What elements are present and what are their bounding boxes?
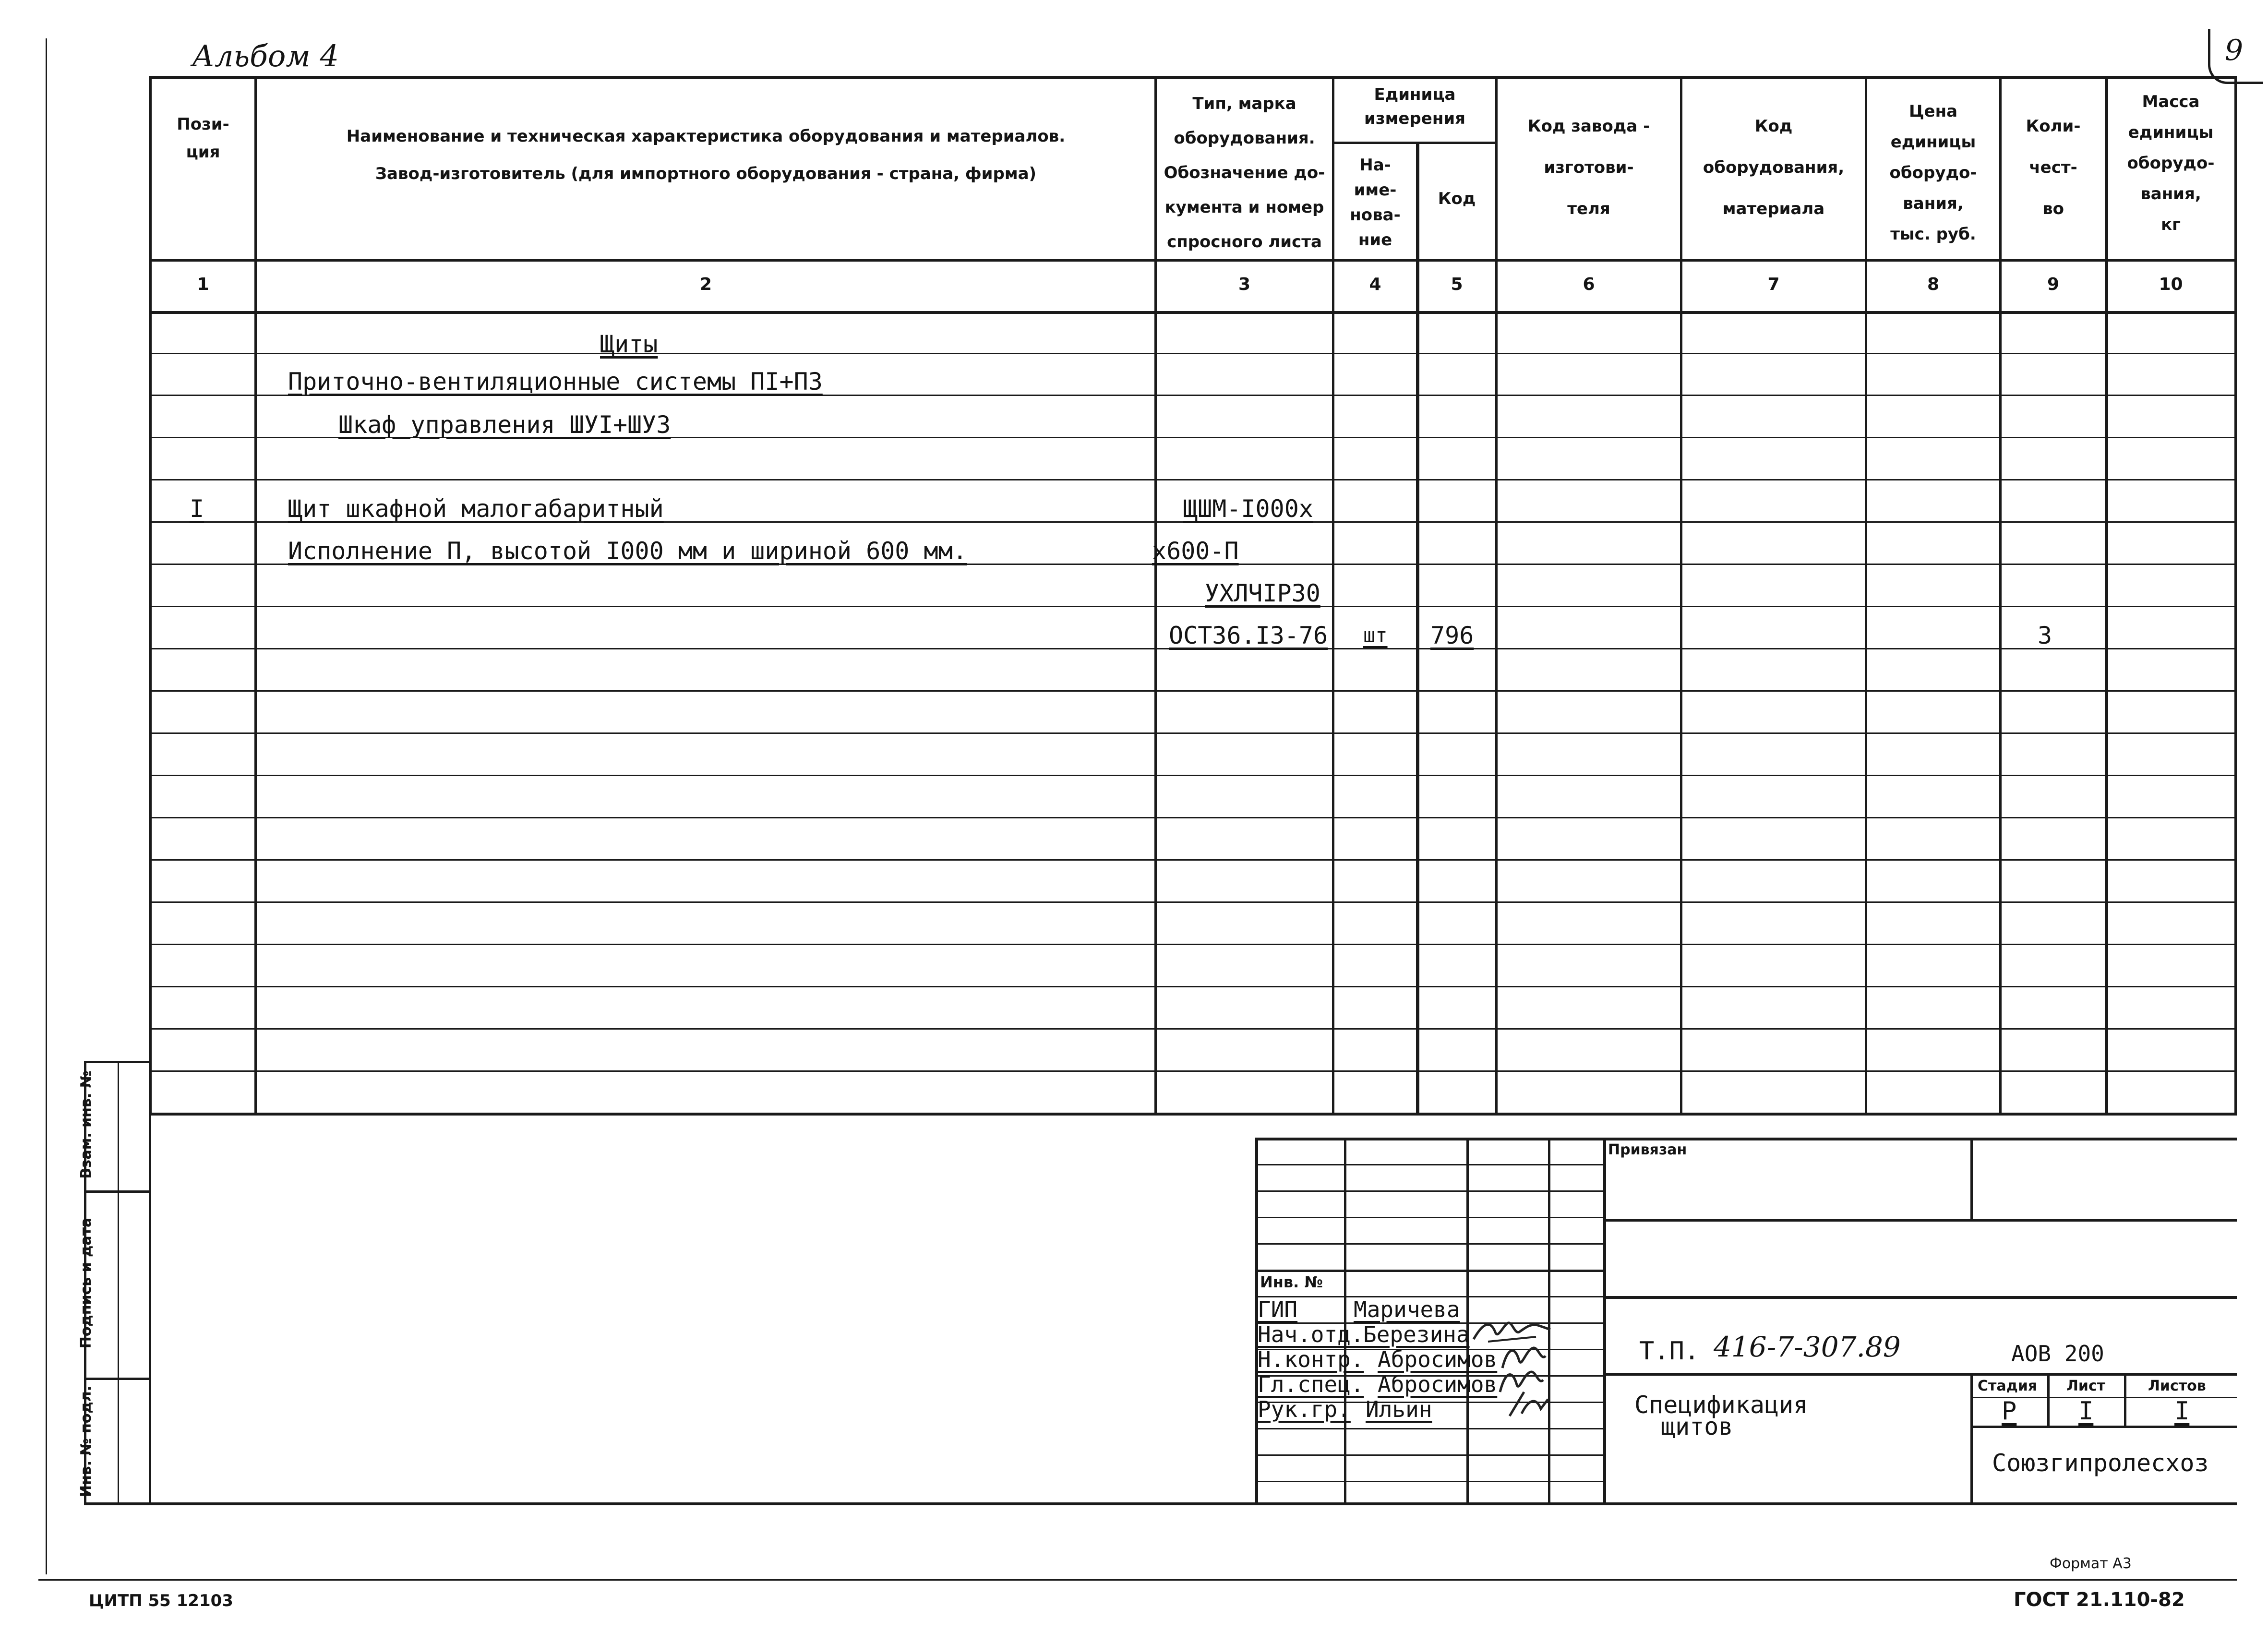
row-item-unit-code: 796 [1430, 622, 1474, 649]
side-vzam-label: Взам. инв. № [78, 1070, 95, 1179]
row-item-quantity: 3 [2038, 622, 2052, 649]
colnum-3: 3 [1238, 275, 1251, 294]
colnum-5: 5 [1451, 275, 1463, 294]
header-name: Наименование и техническая характеристика оборудования и материалов. Завод-изготовитель (для импортного оборудования - страна, фирма) [346, 127, 1066, 183]
footer-format: Формат А3 [2050, 1555, 2132, 1572]
header-equipment-code: Код оборудования, материала [1703, 117, 1845, 218]
staff-role-2: Нач.отд. [1258, 1321, 1364, 1347]
staff-role-3: Н.контр. [1258, 1346, 1364, 1372]
header-unit-group: Единица измерения [1364, 85, 1465, 128]
side-signature-label: Подпись и дата [78, 1217, 95, 1349]
row-section-title: Щиты [600, 330, 658, 358]
row-item-execution: Исполнение П, высотой I000 мм и шириной 600 мм. [288, 537, 967, 565]
header-unit-code: Код [1438, 189, 1476, 208]
inv-no-label: Инв. № [1260, 1273, 1323, 1291]
colnum-6: 6 [1583, 275, 1595, 294]
colnum-1: 1 [197, 275, 209, 294]
side-inv-label: Инв. № подл. [78, 1385, 95, 1498]
colnum-9: 9 [2047, 275, 2060, 294]
sheet-value: I [2078, 1397, 2094, 1426]
signature-ilin [1502, 1387, 1555, 1421]
row-item-climate: УХЛЧIР30 [1205, 579, 1320, 607]
staff-name-2: Березина [1363, 1321, 1470, 1347]
stage-label: Стадия [1978, 1378, 2038, 1394]
footer-left-code: ЦИТП 55 12103 [89, 1591, 233, 1610]
staff-role-4: Гл.спец. [1258, 1371, 1364, 1397]
doc-title-line1: Спецификация [1634, 1391, 1808, 1419]
sheets-label: Листов [2148, 1378, 2206, 1394]
doc-suffix: АОВ 200 [2011, 1341, 2104, 1367]
staff-role-1: ГИП [1258, 1296, 1298, 1322]
header-unit-name: На- име- нова- ние [1350, 156, 1401, 250]
colnum-4: 4 [1369, 275, 1381, 294]
header-quantity: Коли- чест- во [2026, 117, 2081, 218]
row-item-name: Щит шкафной малогабаритный [288, 495, 664, 523]
row-item-type: ЩШМ-I000х [1183, 495, 1313, 523]
page-margin-line [46, 38, 47, 1574]
sheet-label: Лист [2066, 1378, 2106, 1394]
colnum-2: 2 [699, 275, 712, 294]
staff-role-5: Рук.гр. [1258, 1396, 1351, 1422]
row-item-unit: шт [1363, 624, 1388, 647]
header-mass: Масса единицы оборудо- вания, кг [2127, 92, 2215, 234]
privyazan-label: Привязан [1608, 1141, 1687, 1158]
row-position: I [190, 495, 204, 523]
sheets-value: I [2174, 1397, 2190, 1426]
staff-name-1: Маричева [1354, 1296, 1460, 1322]
header-factory-code: Код завода - изготови- теля [1527, 117, 1650, 218]
footer-gost: ГОСТ 21.110-82 [2014, 1589, 2185, 1611]
doc-prefix: Т.П. [1639, 1337, 1700, 1366]
row-item-type-cont: х600-П [1152, 537, 1239, 565]
row-system-title: Приточно-вентиляционные системы ПI+П3 [288, 368, 823, 396]
colnum-8: 8 [1927, 275, 1940, 294]
doc-title-line2: щитов [1661, 1413, 1733, 1440]
header-price: Цена единицы оборудо- вания, тыс. руб. [1889, 102, 1977, 244]
footer-line [38, 1579, 2237, 1581]
organization-name: Союзгипролесхоз [1992, 1449, 2209, 1477]
row-item-standard: ОСТ36.I3-76 [1169, 622, 1328, 649]
doc-number: 416-7-307.89 [1714, 1331, 1901, 1363]
album-label: Альбом 4 [192, 38, 339, 73]
header-position: Пози- ция [177, 115, 229, 162]
staff-name-4: Абросимов [1378, 1371, 1498, 1397]
staff-name-3: Абросимов [1378, 1346, 1498, 1372]
header-type: Тип, марка оборудования. Обозначение до- кумента и номер спросного листа [1164, 94, 1325, 252]
colnum-10: 10 [2159, 275, 2183, 294]
staff-name-5: Ильин [1366, 1396, 1432, 1422]
frame-bottom [84, 1502, 2237, 1505]
row-cabinet-title: Шкаф управления ШУI+ШУ3 [338, 411, 671, 439]
corner-mark: 9 [2208, 29, 2263, 84]
colnum-7: 7 [1767, 275, 1780, 294]
stage-value: Р [2002, 1397, 2017, 1426]
